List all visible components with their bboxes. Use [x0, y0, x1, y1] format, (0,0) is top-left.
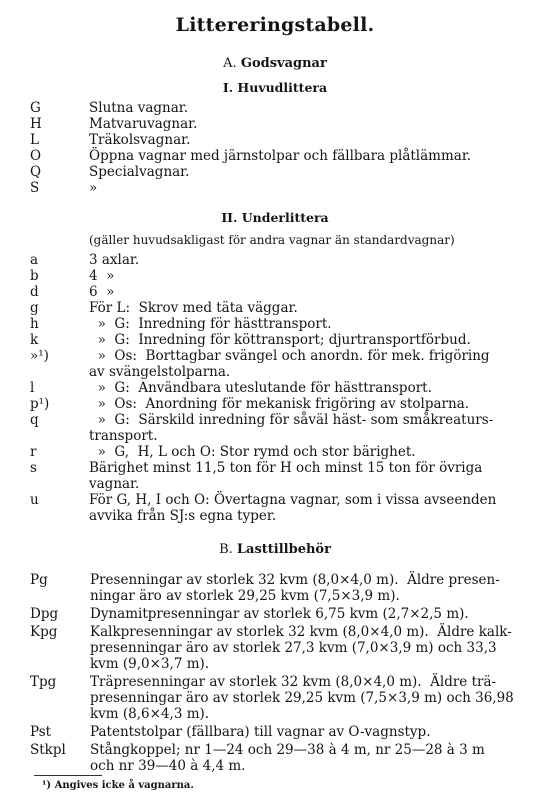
entry-text: Träkolsvagnar.	[89, 132, 191, 148]
entry-code: H	[30, 116, 42, 132]
entry-text: » G: Inredning för köttransport; djurtransportförbud.	[89, 332, 471, 348]
entry-text: Dynamitpresenningar av storlek 6,75 kvm (2,7×2,5 m).	[90, 606, 469, 622]
entry-code: h	[30, 316, 39, 332]
entry-code: Pst	[30, 724, 52, 740]
entry-text: vagnar.	[89, 476, 140, 492]
entry-text: Träpresenningar av storlek 32 kvm (8,0×4,0 m). Äldre trä-	[90, 674, 497, 690]
entry-text: kvm (8,6×4,3 m).	[90, 706, 210, 722]
entry-code: L	[30, 132, 39, 148]
entry-code: g	[30, 300, 39, 316]
footnote: ¹) Angives icke å vagnarna.	[42, 780, 194, 791]
entry-code: S	[30, 180, 40, 196]
entry-text: Slutna vagnar.	[89, 100, 189, 116]
section-a-title: Godsvagnar	[240, 56, 327, 71]
entry-code: a	[30, 252, 39, 268]
entry-text: och nr 39—40 à 4,4 m.	[90, 758, 246, 774]
section-a-heading	[0, 56, 550, 71]
entry-text: Specialvagnar.	[89, 164, 190, 180]
entry-code: l	[30, 380, 35, 396]
entry-text: » G: Användbara uteslutande för hästtransport.	[89, 380, 432, 396]
entry-code: Q	[30, 164, 42, 180]
entry-text: Bärighet minst 11,5 ton för H och minst 15 ton för övriga	[89, 460, 483, 476]
entry-text: Kalkpresenningar av storlek 32 kvm (8,0×4,0 m). Äldre kalk-	[90, 624, 512, 640]
subheading-underlittera: II. Underlittera	[221, 210, 329, 225]
entry-code: p¹)	[30, 396, 50, 412]
entry-code: Dpg	[30, 606, 59, 622]
section-a-letter: A.	[223, 56, 237, 71]
entry-code: Kpg	[30, 624, 58, 640]
entry-text: » Os: Borttagbar svängel och anordn. för mek. frigöring	[89, 348, 490, 364]
entry-text: » Os: Anordning för mekanisk frigöring av stolparna.	[89, 396, 470, 412]
entry-text: kvm (9,0×3,7 m).	[90, 656, 210, 672]
entry-text: Patentstolpar (fällbara) till vagnar av O-vagnstyp.	[90, 724, 431, 740]
section-b-heading	[0, 542, 550, 557]
entry-text: 3 axlar.	[89, 252, 140, 268]
entry-code: d	[30, 284, 39, 300]
entry-code: s	[30, 460, 37, 476]
entry-text: »	[89, 180, 98, 196]
entry-text: presenningar äro av storlek 29,25 kvm (7,5×3,9 m) och 36,98	[90, 690, 514, 706]
underlittera-note: (gäller huvudsakligast för andra vagnar än standardvagnar)	[89, 233, 455, 247]
entry-text: För L: Skrov med täta väggar.	[89, 300, 298, 316]
entry-code: u	[30, 492, 39, 508]
entry-code: Pg	[30, 572, 48, 588]
subheading-huvudlittera: I. Huvudlittera	[222, 80, 328, 95]
entry-text: presenningar äro av storlek 27,3 kvm (7,0×3,9 m) och 33,3	[90, 640, 497, 656]
entry-code: k	[30, 332, 39, 348]
entry-text: ningar äro av storlek 29,25 kvm (7,5×3,9 m).	[90, 588, 400, 604]
entry-code: Stkpl	[30, 742, 66, 758]
entry-code: b	[30, 268, 39, 284]
section-b-letter: B.	[219, 542, 233, 557]
section-b-title: Lasttillbehör	[236, 542, 331, 557]
entry-code: G	[30, 100, 41, 116]
entry-text: avvika från SJ:s egna typer.	[89, 508, 277, 524]
entry-code: O	[30, 148, 42, 164]
entry-code: q	[30, 412, 39, 428]
entry-text: Presenningar av storlek 32 kvm (8,0×4,0 m). Äldre presen-	[90, 572, 500, 588]
entry-text: 6 »	[89, 284, 115, 300]
entry-text: Stångkoppel; nr 1—24 och 29—38 à 4 m, nr 25—28 à 3 m	[90, 742, 485, 758]
entry-text: Öppna vagnar med järnstolpar och fällbara plåtlämmar.	[89, 148, 472, 164]
entry-code: »¹)	[30, 348, 49, 364]
entry-text: För G, H, I och O: Övertagna vagnar, som i vissa avseenden	[89, 492, 497, 508]
footnote-rule	[34, 775, 102, 776]
entry-text: » G: Särskild inredning för såväl häst- som småkreaturs-	[89, 412, 494, 428]
entry-text: Matvaruvagnar.	[89, 116, 198, 132]
entry-code: r	[30, 444, 37, 460]
entry-code: Tpg	[30, 674, 57, 690]
entry-text: 4 »	[89, 268, 115, 284]
entry-text: » G, H, L och O: Stor rymd och stor bärighet.	[89, 444, 416, 460]
entry-text: » G: Inredning för hästtransport.	[89, 316, 332, 332]
page-title: Littereringstabell.	[175, 14, 375, 36]
entry-text: transport.	[89, 428, 158, 444]
entry-text: av svängelstolparna.	[89, 364, 231, 380]
